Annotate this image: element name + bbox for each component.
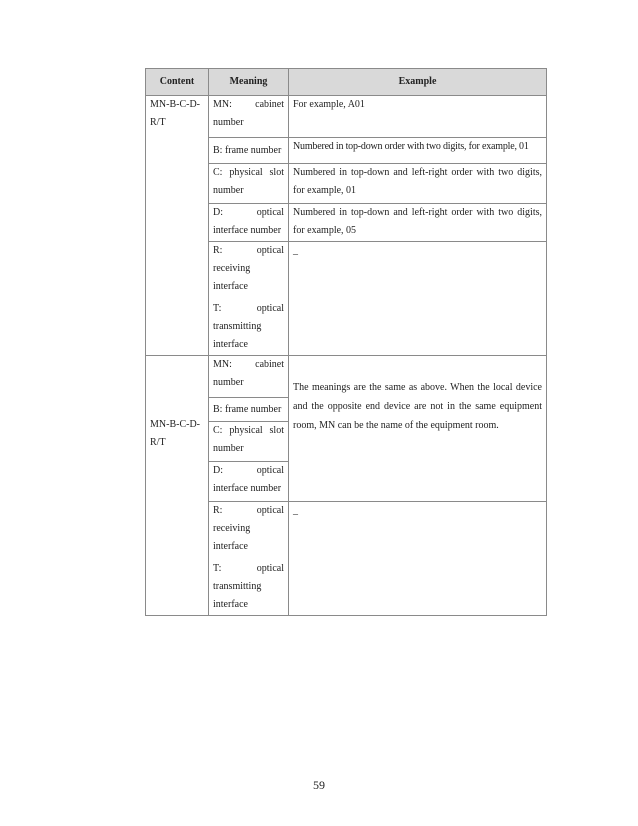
meaning-text: interface number [213,483,282,494]
page-number: 59 [313,778,325,792]
meaning-text: receiving [213,263,251,274]
meaning-text: transmitting [213,321,262,332]
example-cell: Numbered in top-down and left-right order with two digits, for example, 05 [289,204,547,242]
meaning-cell [209,422,289,462]
meaning-text: R: optical [213,245,284,256]
meaning-text: T: optical [213,303,284,314]
meaning-cell [209,502,289,616]
meaning-cell [209,398,289,422]
meaning-text: number [213,377,244,388]
table-row [146,356,547,398]
meaning-text: T: optical [213,563,284,574]
header-content: Content [146,69,209,96]
meaning-text: MN: cabinet [213,99,284,110]
meaning-cell [209,164,289,204]
meaning-cell [209,462,289,502]
meaning-text: D: optical [213,465,284,476]
content-code-line: MN-B-C-D- [150,99,200,110]
meaning-text: interface [213,281,248,292]
meaning-text: C: physical slot [213,425,284,436]
example-cell: Numbered in top-down and left-right order with two digits, for example, 01 [289,164,547,204]
meaning-text: transmitting [213,581,262,592]
meaning-text: B: frame number [213,403,282,415]
example-cell: _ [289,502,547,616]
meaning-cell [209,96,289,138]
meaning-text: interface [213,599,248,610]
meaning-text: number [213,117,244,128]
meaning-text: number [213,443,244,454]
meaning-text: interface [213,339,248,350]
meaning-cell [209,242,289,356]
meaning-text: interface [213,541,248,552]
meaning-text: B: frame number [213,144,282,156]
meaning-cell [209,204,289,242]
meaning-text: number [213,185,244,196]
meaning-text: D: optical [213,207,284,218]
table-row [146,96,547,138]
meaning-text: C: physical slot [213,167,284,178]
meaning-text: interface number [213,225,282,236]
content-code-line: R/T [150,437,166,448]
meaning-cell [209,138,289,164]
content-cell-group-1 [146,96,209,356]
content-code-line: MN-B-C-D- [150,419,200,430]
meaning-text: MN: cabinet [213,359,284,370]
content-cell-group-2 [146,356,209,616]
example-cell: _ [289,242,547,356]
table-header-row [146,69,547,96]
content-code-line: R/T [150,117,166,128]
example-cell: For example, A01 [289,96,547,138]
example-cell: Numbered in top-down order with two digits, for example, 01 [289,138,547,164]
meaning-text: receiving [213,523,251,534]
example-merged-cell: The meanings are the same as above. When the local device and the opposite end device are not in the same equipment room, MN can be the name of the equipment room. [289,356,547,502]
meaning-text: R: optical [213,505,284,516]
meaning-cell [209,356,289,398]
header-example: Example [289,69,547,96]
header-meaning: Meaning [209,69,289,96]
specification-table [145,68,547,616]
